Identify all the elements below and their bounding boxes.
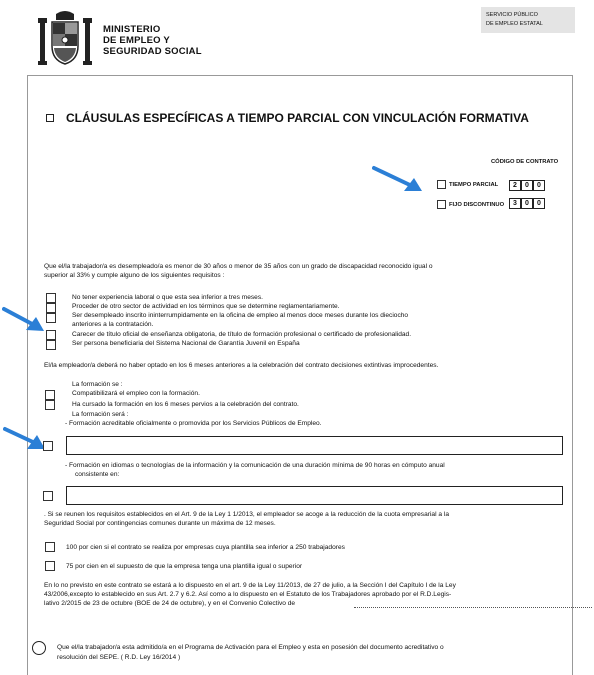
- requirement-text: Ser desempleado inscrito ininterrumpidamente en la oficina de empleo al menos doce meses durante los dieciocho: [72, 312, 409, 319]
- training-heading: La formación se :: [72, 381, 123, 388]
- training-type: - Formación acreditable oficialmente o promovida por los Servicios Públicos de Empleo.: [65, 420, 322, 427]
- training-option: Ha cursado la formación en los 6 meses pervios a la celebración del contrato.: [72, 401, 299, 408]
- percent-option: 100 por cien si el contrato se realiza por empresas cuya plantilla sea inferior a 250 trabajadores: [66, 544, 345, 551]
- section-title: CLÁUSULAS ESPECÍFICAS A TIEMPO PARCIAL CON VINCULACIÓN FORMATIVA: [66, 111, 529, 125]
- training-option: Compatibilizará el empleo con la formación.: [72, 390, 200, 397]
- training-input[interactable]: [66, 436, 563, 455]
- requirement-text: Ser persona beneficiaria del Sistema Nacional de Garantía Juvenil en España: [72, 340, 300, 347]
- training-option-checkbox[interactable]: [45, 390, 55, 400]
- legal-text: En lo no previsto en este contrato se estará a lo dispuesto en el art. 9 de la Ley 11/2013, de 27 de julio, a la Sección I del Capítulo I de la Ley: [44, 582, 456, 589]
- convenio-field[interactable]: [354, 607, 592, 608]
- training-type-checkbox[interactable]: [43, 441, 53, 451]
- tiempo-parcial-label: TIEMPO PARCIAL: [449, 182, 499, 188]
- requirement-checkbox[interactable]: [46, 340, 56, 350]
- code-digit: 0: [521, 180, 533, 191]
- fijo-discontinuo-label: FIJO DISCONTINUO: [449, 202, 505, 208]
- code-digit: 2: [509, 180, 521, 191]
- requirement-text: No tener experiencia laboral o que esta sea inferior a tres meses.: [72, 294, 263, 301]
- code-digit: 0: [521, 198, 533, 209]
- language-training-input[interactable]: [66, 486, 563, 505]
- employer-note: El/la empleador/a deberá no haber optado en los 6 meses anteriores a la celebración del contrato decisiones extintivas improcedentes.: [44, 362, 439, 369]
- arrow-icon: [372, 164, 424, 194]
- training-type-checkbox[interactable]: [43, 491, 53, 501]
- requirement-checkbox[interactable]: [46, 313, 56, 323]
- requirement-text: Proceder de otro sector de actividad en los términos que se determine reglamentariamente.: [72, 303, 340, 310]
- requirement-text: Carecer de título oficial de enseñanza obligatoria, de título de formación profesional o certificado de profesionalidad.: [72, 331, 412, 338]
- reduction-text: Seguridad Social por contingencias comunes durante un máxima de 12 meses.: [44, 520, 276, 527]
- code-digit: 3: [509, 198, 521, 209]
- requirement-checkbox[interactable]: [46, 293, 56, 303]
- requirement-checkbox[interactable]: [46, 303, 56, 313]
- title-checkbox[interactable]: [46, 114, 54, 122]
- legal-text: 43/2006,excepto lo establecido en sus Art. 2.7 y 6.2. Así como a lo dispuesto en el Estatuto de los Trabajadores aprobado por el R.D.Legis-: [44, 591, 452, 598]
- ministry-name: MINISTERIO DE EMPLEO Y SEGURIDAD SOCIAL: [103, 24, 202, 57]
- code-digit: 0: [533, 198, 545, 209]
- activation-radio[interactable]: [32, 641, 46, 655]
- tiempo-parcial-checkbox[interactable]: [437, 180, 446, 189]
- code-digit: 0: [533, 180, 545, 191]
- contract-code-label: CÓDIGO DE CONTRATO: [491, 159, 559, 165]
- requirement-text: anteriores a la contratación.: [72, 321, 154, 328]
- percent-checkbox[interactable]: [45, 561, 55, 571]
- training-type: consistente en:: [75, 471, 120, 478]
- service-badge: SERVICIO PÚBLICO DE EMPLEO ESTATAL: [481, 7, 575, 33]
- activation-text: resolución del SEPE. ( R.D. Ley 16/2014 ): [57, 654, 181, 661]
- training-heading: La formación será :: [72, 411, 129, 418]
- fijo-discontinuo-checkbox[interactable]: [437, 200, 446, 209]
- training-option-checkbox[interactable]: [45, 400, 55, 410]
- percent-option: 75 por cien en el supuesto de que la empresa tenga una plantilla igual o superior: [66, 563, 303, 570]
- intro-line: superior al 33% y cumple alguno de los siguientes requisitos :: [44, 272, 225, 279]
- percent-checkbox[interactable]: [45, 542, 55, 552]
- requirement-checkbox[interactable]: [46, 330, 56, 340]
- training-type: - Formación en idiomas o tecnologías de la información y la comunicación de una duración mínima de 90 horas en cómputo anual: [65, 462, 445, 469]
- reduction-text: . Si se reunen los requisitos establecidos en el Art. 9 de la Ley 1 1/2013, el empleador se acoge a la reducción de la cuota empresarial a la: [44, 511, 450, 518]
- legal-text: lativo 2/2015 de 23 de octubre (BOE de 24 de octubre), y en el Convenio Colectivo de: [44, 600, 296, 607]
- coat-of-arms-logo: [32, 8, 98, 70]
- activation-text: Que el/la trabajador/a esta admitido/a en el Programa de Activación para el Empleo y esta en posesión del documento acreditativo o: [57, 644, 444, 651]
- intro-line: Que el/la trabajador/a es desempleado/a es menor de 30 años o menor de 35 años con un grado de discapacidad reconocido igual o: [44, 263, 433, 270]
